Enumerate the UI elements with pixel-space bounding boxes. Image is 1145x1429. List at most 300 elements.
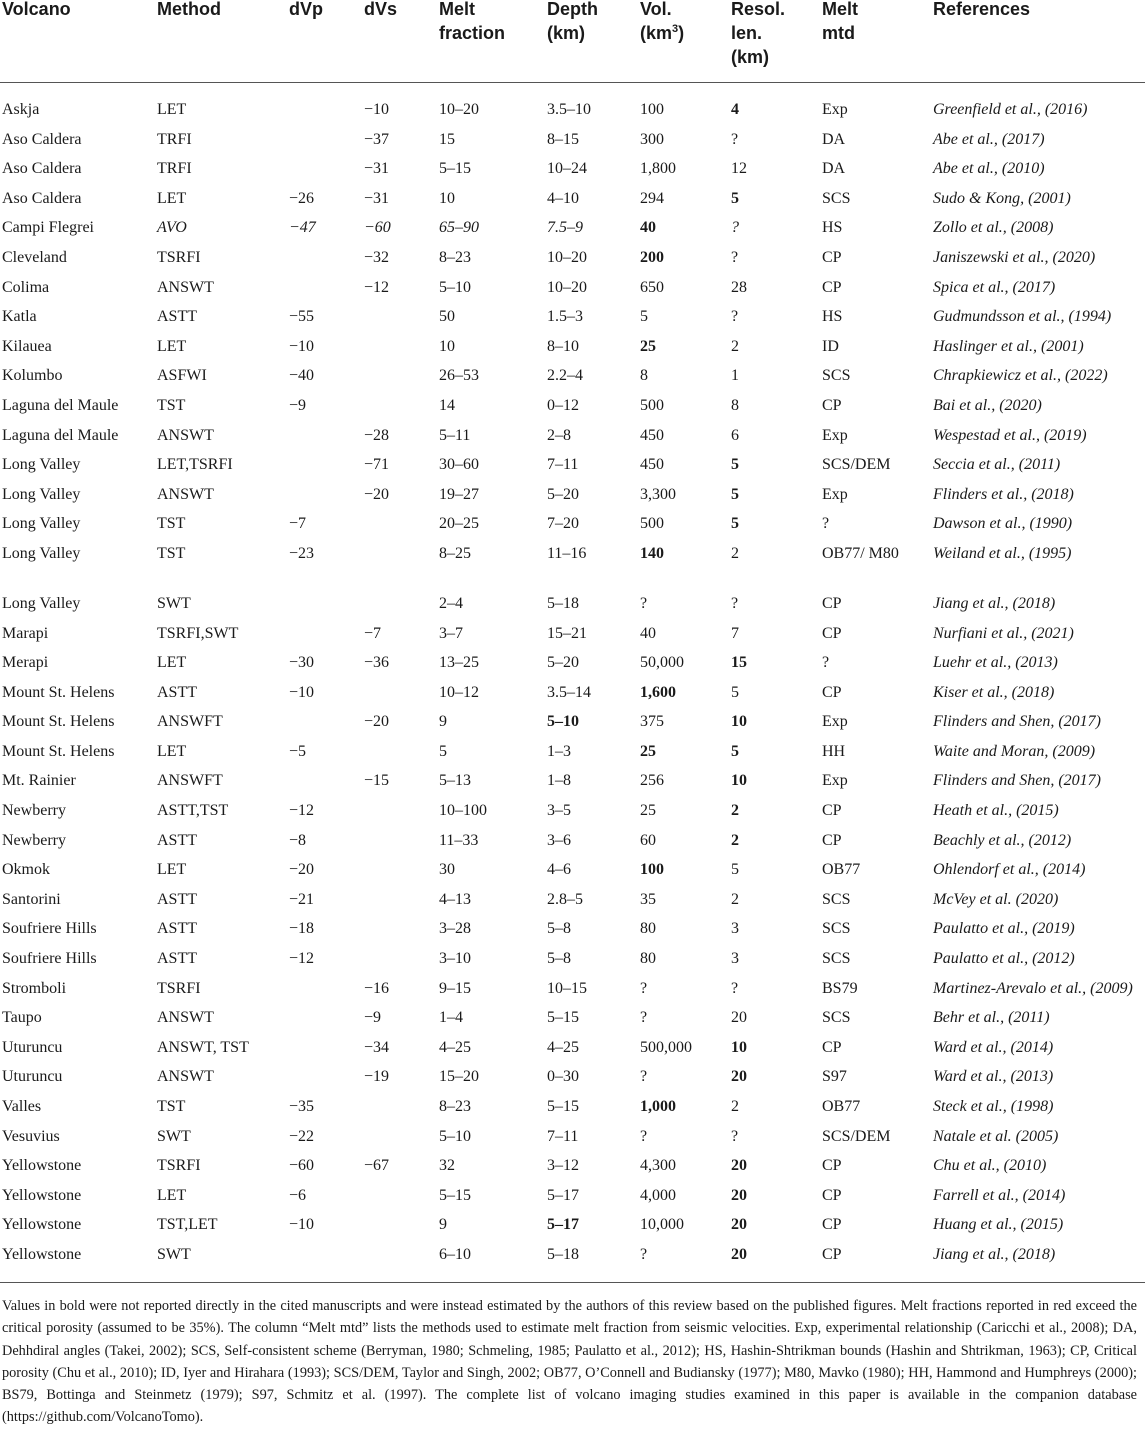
depth-cell: 5–15 [547,1098,579,1115]
header-method: Method [157,0,221,19]
method-cell: TSRFI [157,248,201,266]
reference-cell: Jiang et al., (2018) [933,1245,1056,1263]
table-row [0,483,1145,513]
reference-cell: Nurfiani et al., (2021) [933,624,1074,642]
volume-cell: 650 [640,278,664,296]
dvp-cell: −22 [289,1127,315,1145]
resolution-cell: 20 [731,1009,747,1027]
resolution-cell: 1 [731,367,739,385]
melt-method-cell: Exp [822,772,848,790]
header-melt-fraction: Melt fraction [439,0,506,43]
reference-cell: Kiser et al., (2018) [933,683,1055,701]
dvs-cell: −32 [364,248,390,266]
method-cell: SWT [157,1245,191,1263]
table-row [0,335,1145,365]
reference-cell: Huang et al., (2015) [933,1216,1064,1234]
method-cell: LET [157,1186,187,1204]
volcano-cell: Stromboli [2,979,67,997]
dvp-cell: −10 [289,1216,315,1234]
depth-cell: 0–12 [547,396,579,414]
resolution-cell: 28 [731,278,747,296]
reference-cell: Greenfield et al., (2016) [933,101,1088,118]
reference-cell: Seccia et al., (2011) [933,456,1061,474]
method-cell: TSRFI [157,979,201,997]
melt-method-cell: CP [822,1186,842,1204]
method-cell: TSRFI [157,1157,201,1175]
dvp-cell: −35 [289,1098,315,1115]
melt-method-cell: CP [822,831,842,849]
volume-cell: 35 [640,890,656,908]
method-cell: ASTT [157,683,197,701]
melt-method-cell: BS79 [822,979,858,997]
depth-cell: 10–20 [547,248,587,266]
depth-cell: 7–11 [547,456,579,474]
method-cell: ASTT [157,831,197,849]
volcano-cell: Aso Caldera [2,189,82,207]
volume-cell: 450 [640,456,664,474]
melt-method-cell: CP [822,396,842,414]
volume-cell: 3,300 [640,485,676,503]
dvp-cell: −47 [289,219,316,237]
melt-fraction-cell: 5–13 [439,772,471,790]
melt-fraction-cell: 6–10 [439,1245,471,1263]
melt-fraction-cell: 5 [439,742,447,760]
volcano-cell: Santorini [2,890,61,908]
melt-method-cell: CP [822,802,842,820]
volcano-cell: Okmok [2,861,50,879]
volume-cell: 1,600 [640,683,676,701]
volume-cell: ? [640,979,648,997]
dvp-cell: −8 [289,831,307,849]
depth-cell: 3.5–10 [547,101,591,118]
depth-cell: 1–8 [547,772,571,790]
resolution-cell: 6 [731,426,739,444]
resolution-cell: 2 [731,337,739,355]
melt-fraction-cell: 15 [439,130,455,148]
table-row [0,651,1145,681]
resolution-cell: 5 [731,861,739,879]
reference-cell: Ohlendorf et al., (2014) [933,861,1086,879]
method-cell: TST [157,515,186,533]
volume-cell: 10,000 [640,1216,684,1234]
melt-fraction-cell: 5–15 [439,160,471,178]
reference-cell: Farrell et al., (2014) [933,1186,1066,1204]
melt-method-cell: SCS [822,950,851,968]
volcano-cell: Mount St. Helens [2,683,115,701]
melt-fraction-cell: 26–53 [439,367,479,385]
reference-cell: Luehr et al., (2013) [933,654,1058,672]
table-row [0,512,1145,542]
method-cell: ANSWT [157,426,214,444]
volume-cell: 4,300 [640,1157,676,1175]
melt-method-cell: CP [822,248,842,266]
resolution-cell: ? [731,130,739,148]
table-row [0,453,1145,483]
volume-cell: 500 [640,515,664,533]
table-row [0,740,1145,770]
dvs-cell: −36 [364,654,390,672]
dvs-cell: −31 [364,189,390,207]
melt-fraction-cell: 14 [439,396,455,414]
melt-method-cell: OB77 [822,861,861,879]
volume-cell: 25 [640,742,656,760]
melt-method-cell: CP [822,1216,842,1234]
volcano-cell: Laguna del Maule [2,426,119,444]
volcano-cell: Uturuncu [2,1068,63,1086]
volume-cell: ? [640,1127,648,1145]
volcano-cell: Soufriere Hills [2,950,97,968]
volume-cell: 25 [640,802,656,820]
reference-cell: Martinez-Arevalo et al., (2009) [933,979,1133,997]
melt-fraction-cell: 10–12 [439,683,479,701]
volcano-cell: Long Valley [2,456,81,474]
melt-method-cell: CP [822,683,842,701]
reference-cell: Ward et al., (2013) [933,1068,1054,1086]
melt-method-cell: CP [822,1157,842,1175]
depth-cell: 10–20 [547,278,587,296]
melt-fraction-cell: 65–90 [439,219,479,237]
depth-cell: 7.5–9 [547,219,583,237]
header-dvp: dVp [289,0,323,19]
resolution-cell: 15 [731,654,747,672]
melt-method-cell: OB77/ M80 [822,544,899,562]
reference-cell: Bai et al., (2020) [933,396,1042,414]
volume-cell: 100 [640,861,664,879]
table-row [0,769,1145,799]
header-dvs: dVs [364,0,398,19]
reference-cell: Dawson et al., (1990) [933,515,1073,533]
melt-method-cell: DA [822,160,846,178]
volume-cell: 80 [640,950,656,968]
header-resolution-length: Resol. len. (km) [731,0,786,67]
melt-fraction-cell: 9 [439,713,447,731]
volcano-cell: Colima [2,278,50,296]
table-row [0,424,1145,454]
volcano-cell: Kolumbo [2,367,63,385]
header-melt-method: Melt mtd [822,0,858,43]
method-cell: ANSWFT [157,713,223,731]
table-row [0,1243,1145,1273]
table-bottom-rule [0,1282,1145,1283]
depth-cell: 5–18 [547,594,579,612]
volcano-cell: Long Valley [2,515,81,533]
melt-method-cell: HS [822,308,843,326]
resolution-cell: 20 [731,1068,747,1086]
dvp-cell: −10 [289,337,315,355]
table-row [0,1213,1145,1243]
dvp-cell: −5 [289,742,307,760]
depth-cell: 1.5–3 [547,308,583,326]
resolution-cell: ? [731,594,739,612]
dvs-cell: −12 [364,278,390,296]
melt-fraction-cell: 3–7 [439,624,463,642]
reference-cell: Gudmundsson et al., (1994) [933,308,1112,326]
dvs-cell: −20 [364,485,390,503]
depth-cell: 3–5 [547,802,571,820]
method-cell: ASTT [157,308,197,326]
dvs-cell: −28 [364,426,390,444]
depth-cell: 10–15 [547,979,587,997]
dvp-cell: −60 [289,1157,315,1175]
depth-cell: 3–6 [547,831,571,849]
melt-method-cell: HS [822,219,843,237]
melt-fraction-cell: 10–20 [439,101,479,118]
method-cell: ASFWI [157,367,207,385]
depth-cell: 1–3 [547,742,571,760]
volume-cell: 50,000 [640,654,684,672]
melt-method-cell: Exp [822,426,848,444]
depth-cell: 2.8–5 [547,890,583,908]
method-cell: ASTT [157,920,197,938]
resolution-cell: 2 [731,1098,739,1115]
volume-cell: 256 [640,772,664,790]
header-depth: Depth (km) [547,0,598,43]
melt-fraction-cell: 9 [439,1216,447,1234]
method-cell: TST [157,396,186,414]
header-volcano: Volcano [2,0,71,19]
reference-cell: Weiland et al., (1995) [933,544,1072,562]
depth-cell: 3.5–14 [547,683,591,701]
volume-cell: 1,800 [640,160,676,178]
dvs-cell: −31 [364,160,390,178]
volcano-cell: Katla [2,308,37,326]
resolution-cell: 2 [731,544,739,562]
resolution-cell: 3 [731,920,739,938]
dvp-cell: −26 [289,189,315,207]
volcano-cell: Askja [2,101,40,118]
volume-cell: 375 [640,713,664,731]
melt-method-cell: SCS [822,1009,851,1027]
volume-cell: 40 [640,624,656,642]
table-row [0,1006,1145,1036]
reference-cell: Zollo et al., (2008) [933,219,1054,237]
volcano-cell: Campi Flegrei [2,219,94,237]
dvs-cell: −34 [364,1038,390,1056]
method-cell: AVO [157,219,187,237]
method-cell: ANSWT, TST [157,1038,249,1056]
reference-cell: Chu et al., (2010) [933,1157,1047,1175]
reference-cell: McVey et al. (2020) [933,890,1059,908]
reference-cell: Ward et al., (2014) [933,1038,1054,1056]
reference-cell: Beachly et al., (2012) [933,831,1072,849]
method-cell: TRFI [157,160,192,178]
resolution-cell: 10 [731,713,747,731]
melt-fraction-cell: 9–15 [439,979,471,997]
volcano-cell: Mount St. Helens [2,713,115,731]
melt-method-cell: SCS/DEM [822,456,891,474]
depth-cell: 8–10 [547,337,579,355]
method-cell: TSRFI,SWT [157,624,239,642]
melt-method-cell: CP [822,594,842,612]
melt-fraction-cell: 32 [439,1157,455,1175]
dvs-cell: −20 [364,713,390,731]
volcano-cell: Mt. Rainier [2,772,76,790]
resolution-cell: ? [731,1127,739,1145]
depth-cell: 5–17 [547,1216,579,1234]
method-cell: ASTT,TST [157,802,229,820]
method-cell: ANSWT [157,1068,214,1086]
resolution-cell: ? [731,308,739,326]
table-row [0,622,1145,652]
dvs-cell: −19 [364,1068,390,1086]
table-row [0,216,1145,246]
table-row [0,681,1145,711]
reference-cell: Paulatto et al., (2019) [933,920,1075,938]
resolution-cell: 5 [731,515,739,533]
reference-cell: Chrapkiewicz et al., (2022) [933,367,1108,385]
dvs-cell: −60 [364,219,391,237]
resolution-cell: 8 [731,396,739,414]
volcano-cell: Yellowstone [2,1245,82,1263]
resolution-cell: 7 [731,624,739,642]
reference-cell: Janiszewski et al., (2020) [933,248,1096,266]
melt-fraction-cell: 30 [439,861,455,879]
volume-cell: 60 [640,831,656,849]
melt-method-cell: SCS/DEM [822,1127,891,1145]
method-cell: LET [157,861,187,879]
depth-cell: 4–6 [547,861,571,879]
volume-cell: 1,000 [640,1098,676,1115]
reference-cell: Natale et al. (2005) [933,1127,1059,1145]
method-cell: ANSWT [157,1009,214,1027]
resolution-cell: ? [731,979,739,997]
dvp-cell: −12 [289,802,315,820]
table-row [0,710,1145,740]
resolution-cell: ? [731,248,739,266]
depth-cell: 2.2–4 [547,367,583,385]
depth-cell: 5–17 [547,1186,579,1204]
reference-cell: Flinders et al., (2018) [933,485,1074,503]
table-row [0,1065,1145,1095]
resolution-cell: 5 [731,189,739,207]
resolution-cell: 4 [731,101,739,118]
volcano-cell: Vesuvius [2,1127,60,1145]
melt-fraction-cell: 10 [439,189,455,207]
dvp-cell: −40 [289,367,315,385]
depth-cell: 5–20 [547,654,579,672]
resolution-cell: 5 [731,485,739,503]
volcano-cell: Taupo [2,1009,42,1027]
depth-cell: 7–11 [547,1127,579,1145]
dvs-cell: −16 [364,979,390,997]
volume-cell: 25 [640,337,656,355]
dvs-cell: −10 [364,101,390,118]
volume-cell: 5 [640,308,648,326]
method-cell: LET [157,337,187,355]
table-row [0,187,1145,217]
melt-fraction-cell: 3–28 [439,920,471,938]
melt-method-cell: CP [822,624,842,642]
dvp-cell: −55 [289,308,315,326]
method-cell: SWT [157,594,191,612]
volcano-cell: Marapi [2,624,49,642]
volcano-cell: Laguna del Maule [2,396,119,414]
volume-cell: ? [640,594,648,612]
depth-cell: 5–18 [547,1245,579,1263]
melt-method-cell: ID [822,337,839,355]
reference-cell: Jiang et al., (2018) [933,594,1056,612]
melt-method-cell: CP [822,1038,842,1056]
reference-cell: Heath et al., (2015) [933,802,1059,820]
table-body [0,83,1145,1273]
table-row [0,157,1145,187]
melt-method-cell: HH [822,742,846,760]
table-row [0,305,1145,335]
volume-cell: 80 [640,920,656,938]
resolution-cell: 10 [731,1038,747,1056]
melt-method-cell: OB77 [822,1098,861,1115]
volcano-cell: Merapi [2,654,49,672]
depth-cell: 5–15 [547,1009,579,1027]
table-row [0,364,1145,394]
resolution-cell: 2 [731,831,739,849]
volume-cell: 8 [640,367,648,385]
resolution-cell: 2 [731,890,739,908]
resolution-cell: 20 [731,1216,747,1234]
method-cell: TRFI [157,130,192,148]
melt-fraction-cell: 50 [439,308,455,326]
header-volume: Vol. $(km^3)$ [640,0,685,43]
volume-cell: 40 [640,219,656,237]
table-row [0,1184,1145,1214]
depth-cell: 11–16 [547,544,587,562]
melt-fraction-cell: 20–25 [439,515,479,533]
header-references: References [933,0,1031,19]
table-row [0,917,1145,947]
melt-fraction-cell: 13–25 [439,654,479,672]
reference-cell: Flinders and Shen, (2017) [933,713,1101,731]
volume-cell: 200 [640,248,664,266]
melt-fraction-cell: 4–25 [439,1038,471,1056]
depth-cell: 8–15 [547,130,579,148]
melt-method-cell: ? [822,654,830,672]
volume-cell: ? [640,1068,648,1086]
method-cell: LET,TSRFI [157,456,233,474]
dvs-cell: −67 [364,1157,390,1175]
volcano-cell: Uturuncu [2,1038,63,1056]
table-header [0,0,1145,83]
table-row [0,1095,1145,1125]
volcano-cell: Cleveland [2,248,67,266]
resolution-cell: 3 [731,950,739,968]
resolution-cell: 10 [731,772,747,790]
volcano-cell: Yellowstone [2,1157,82,1175]
melt-fraction-cell: 30–60 [439,456,479,474]
melt-fraction-cell: 15–20 [439,1068,479,1086]
depth-cell: 5–8 [547,950,571,968]
table-row [0,947,1145,977]
table-row [0,394,1145,424]
volcano-cell: Mount St. Helens [2,742,115,760]
method-cell: ANSWT [157,278,214,296]
reference-cell: Paulatto et al., (2012) [933,950,1075,968]
method-cell: LET [157,654,187,672]
resolution-cell: 5 [731,683,739,701]
table-row [0,829,1145,859]
dvs-cell: −71 [364,456,390,474]
reference-cell: Spica et al., (2017) [933,278,1056,296]
depth-cell: 5–10 [547,713,579,731]
method-cell: ANSWT [157,485,214,503]
depth-cell: 5–20 [547,485,579,503]
melt-fraction-cell: 8–25 [439,544,471,562]
volume-cell: 300 [640,130,664,148]
table-row [0,1125,1145,1155]
melt-fraction-cell: 4–13 [439,890,471,908]
melt-method-cell: SCS [822,890,851,908]
volcano-cell: Long Valley [2,594,81,612]
table-row [0,128,1145,158]
